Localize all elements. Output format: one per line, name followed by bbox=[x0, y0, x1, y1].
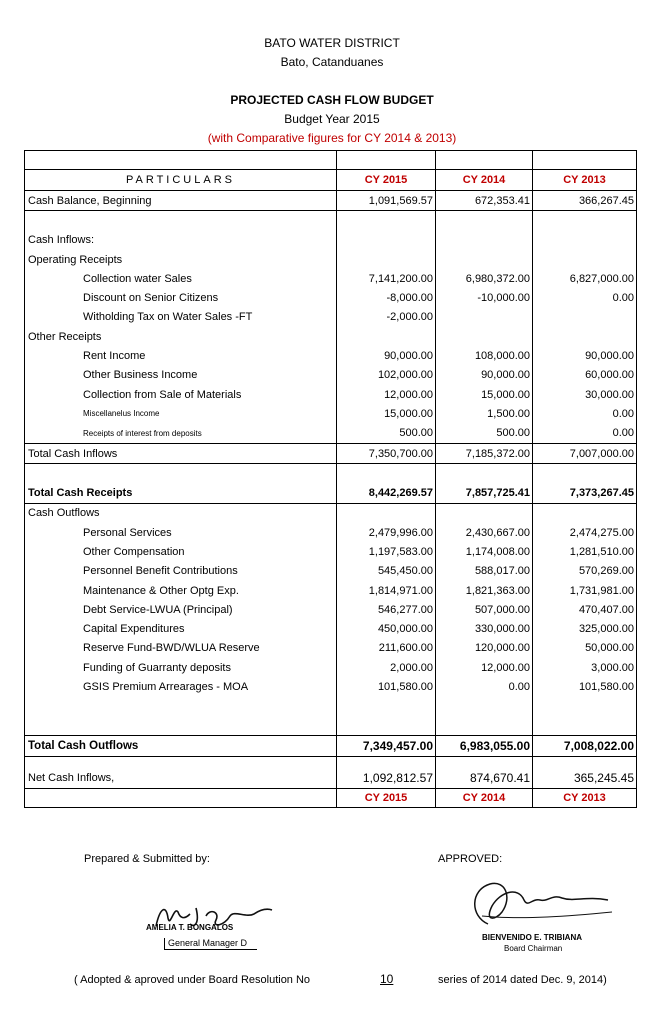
cell-value: 90,000.00 bbox=[533, 346, 637, 365]
row-label: Reserve Fund-BWD/WLUA Reserve bbox=[25, 639, 337, 658]
cell-value: 7,857,725.41 bbox=[436, 483, 533, 503]
spacer-row bbox=[25, 464, 637, 484]
section-row bbox=[25, 327, 637, 346]
spacer-row bbox=[25, 756, 637, 769]
section-label: Cash Inflows: bbox=[25, 231, 337, 250]
row-label: Personal Services bbox=[25, 523, 337, 542]
cell-value: 588,017.00 bbox=[436, 562, 533, 581]
signatory-right-name: BIENVENIDO E. TRIBIANA bbox=[482, 933, 583, 942]
cell-value: 325,000.00 bbox=[533, 620, 637, 639]
table-row bbox=[25, 620, 637, 639]
prepared-label: Prepared & Submitted by: bbox=[84, 853, 210, 865]
section-label: Other Receipts bbox=[25, 327, 337, 346]
row-label: Personnel Benefit Contributions bbox=[25, 562, 337, 581]
cell-value: 366,267.45 bbox=[533, 191, 637, 211]
section-row bbox=[25, 231, 637, 250]
table-row bbox=[25, 677, 637, 696]
table-row bbox=[25, 523, 637, 542]
cell-value: 7,373,267.45 bbox=[533, 483, 637, 503]
row-label: Other Compensation bbox=[25, 542, 337, 561]
cell-value: 1,281,510.00 bbox=[533, 542, 637, 561]
cell-value bbox=[436, 308, 533, 327]
year-footer: CY 2013 bbox=[533, 788, 637, 807]
cell-value: 60,000.00 bbox=[533, 366, 637, 385]
section-row bbox=[25, 250, 637, 269]
cell-value: 120,000.00 bbox=[436, 639, 533, 658]
cell-value: 507,000.00 bbox=[436, 600, 533, 619]
table-footer-row bbox=[25, 788, 637, 807]
org-name: BATO WATER DISTRICT bbox=[264, 36, 400, 50]
table-row bbox=[25, 424, 637, 444]
row-label: Discount on Senior Citizens bbox=[25, 288, 337, 307]
section-label: Cash Outflows bbox=[25, 503, 337, 523]
spacer-row bbox=[25, 697, 637, 716]
cell-value: 211,600.00 bbox=[337, 639, 436, 658]
total-receipts-row bbox=[25, 483, 637, 503]
year-footer: CY 2015 bbox=[337, 788, 436, 807]
total-inflows-row bbox=[25, 443, 637, 463]
cash-balance-row bbox=[25, 191, 637, 211]
particulars-header: PARTICULARS bbox=[25, 170, 337, 191]
page-subtitle: Budget Year 2015 bbox=[284, 112, 380, 126]
year-footer: CY 2014 bbox=[436, 788, 533, 807]
table-row bbox=[25, 600, 637, 619]
cell-value: 15,000.00 bbox=[337, 404, 436, 423]
row-label: Collection from Sale of Materials bbox=[25, 385, 337, 404]
org-location: Bato, Catanduanes bbox=[280, 55, 384, 69]
cell-value: 545,450.00 bbox=[337, 562, 436, 581]
table-row bbox=[25, 288, 637, 307]
approved-label: APPROVED: bbox=[438, 853, 503, 865]
cell-value: 8,442,269.57 bbox=[337, 483, 436, 503]
cell-value: 90,000.00 bbox=[337, 346, 436, 365]
table-row bbox=[25, 542, 637, 561]
table-row bbox=[25, 658, 637, 677]
cell-value: 0.00 bbox=[436, 677, 533, 696]
row-label: Net Cash Inflows, bbox=[25, 769, 337, 789]
row-label: Collection water Sales bbox=[25, 269, 337, 288]
row-label: Other Business Income bbox=[25, 366, 337, 385]
cell-value: 6,827,000.00 bbox=[533, 269, 637, 288]
cell-value: 450,000.00 bbox=[337, 620, 436, 639]
cell-value: 0.00 bbox=[533, 288, 637, 307]
cell-value: 6,980,372.00 bbox=[436, 269, 533, 288]
row-label: GSIS Premium Arrearages - MOA bbox=[25, 677, 337, 696]
table-row bbox=[25, 385, 637, 404]
row-label: Miscellanelus Income bbox=[25, 404, 337, 423]
cell-value: -10,000.00 bbox=[436, 288, 533, 307]
cell-value: 7,141,200.00 bbox=[337, 269, 436, 288]
section-row bbox=[25, 503, 637, 523]
cell-value bbox=[533, 308, 637, 327]
cash-flow-body bbox=[25, 151, 637, 808]
cell-value: 7,185,372.00 bbox=[436, 443, 533, 463]
cell-value: 7,350,700.00 bbox=[337, 443, 436, 463]
cell-value: 15,000.00 bbox=[436, 385, 533, 404]
cell-value: 874,670.41 bbox=[436, 769, 533, 789]
resolution-number: 10 bbox=[380, 972, 394, 986]
row-label: Rent Income bbox=[25, 346, 337, 365]
resolution-note-right: series of 2014 dated Dec. 9, 2014) bbox=[438, 974, 607, 986]
cell-value: 1,092,812.57 bbox=[337, 769, 436, 789]
page-title: PROJECTED CASH FLOW BUDGET bbox=[230, 93, 434, 107]
table-row bbox=[25, 308, 637, 327]
row-label: Total Cash Inflows bbox=[25, 443, 337, 463]
cell-value: 500.00 bbox=[436, 424, 533, 444]
cell-value: 1,197,583.00 bbox=[337, 542, 436, 561]
row-label: Cash Balance, Beginning bbox=[25, 191, 337, 211]
row-label: Receipts of interest from deposits bbox=[25, 424, 337, 444]
cell-value: 1,731,981.00 bbox=[533, 581, 637, 600]
cell-value: 0.00 bbox=[533, 424, 637, 444]
cell-value: -2,000.00 bbox=[337, 308, 436, 327]
cell-value: 6,983,055.00 bbox=[436, 736, 533, 756]
cell-value: -8,000.00 bbox=[337, 288, 436, 307]
table-header-row bbox=[25, 170, 637, 191]
table-row bbox=[25, 269, 637, 288]
cell-value: 500.00 bbox=[337, 424, 436, 444]
cell-value: 90,000.00 bbox=[436, 366, 533, 385]
signatory-left-title: General Manager D bbox=[164, 938, 257, 950]
cell-value: 330,000.00 bbox=[436, 620, 533, 639]
table-row bbox=[25, 581, 637, 600]
cell-value: 672,353.41 bbox=[436, 191, 533, 211]
cell-value: 2,479,996.00 bbox=[337, 523, 436, 542]
table-top-row bbox=[25, 151, 637, 170]
section-label: Operating Receipts bbox=[25, 250, 337, 269]
cell-value: 1,174,008.00 bbox=[436, 542, 533, 561]
spacer-row bbox=[25, 716, 637, 736]
cell-value: 30,000.00 bbox=[533, 385, 637, 404]
net-inflows-row bbox=[25, 769, 637, 789]
row-label: Total Cash Receipts bbox=[25, 483, 337, 503]
cell-value: 1,814,971.00 bbox=[337, 581, 436, 600]
comparative-note: (with Comparative figures for CY 2014 & 2013) bbox=[207, 131, 457, 145]
year-header: CY 2014 bbox=[436, 170, 533, 191]
row-label: Debt Service-LWUA (Principal) bbox=[25, 600, 337, 619]
cell-value: 108,000.00 bbox=[436, 346, 533, 365]
cell-value: 102,000.00 bbox=[337, 366, 436, 385]
cell-value: 1,500.00 bbox=[436, 404, 533, 423]
signatory-left-name: AMELIA T. BONGALOS bbox=[146, 923, 234, 932]
signature-right-image bbox=[462, 876, 622, 930]
table-row bbox=[25, 639, 637, 658]
year-header: CY 2013 bbox=[533, 170, 637, 191]
cell-value: 7,007,000.00 bbox=[533, 443, 637, 463]
spacer-row bbox=[25, 211, 637, 231]
cell-value: 570,269.00 bbox=[533, 562, 637, 581]
cell-value: 0.00 bbox=[533, 404, 637, 423]
table-row bbox=[25, 562, 637, 581]
cell-value: 7,349,457.00 bbox=[337, 736, 436, 756]
cell-value: 2,000.00 bbox=[337, 658, 436, 677]
row-label: Funding of Guarranty deposits bbox=[25, 658, 337, 677]
cell-value: 50,000.00 bbox=[533, 639, 637, 658]
cell-value: 546,277.00 bbox=[337, 600, 436, 619]
row-label: Witholding Tax on Water Sales -FT bbox=[25, 308, 337, 327]
cell-value: 101,580.00 bbox=[533, 677, 637, 696]
year-header: CY 2015 bbox=[337, 170, 436, 191]
row-label: Capital Expenditures bbox=[25, 620, 337, 639]
row-label: Total Cash Outflows bbox=[25, 736, 337, 756]
signatory-right-title: Board Chairman bbox=[504, 944, 563, 953]
cell-value: 470,407.00 bbox=[533, 600, 637, 619]
table-row bbox=[25, 346, 637, 365]
table-row bbox=[25, 404, 637, 423]
cell-value: 7,008,022.00 bbox=[533, 736, 637, 756]
cell-value: 2,474,275.00 bbox=[533, 523, 637, 542]
row-label: Maintenance & Other Optg Exp. bbox=[25, 581, 337, 600]
total-outflows-row bbox=[25, 736, 637, 756]
cell-value: 365,245.45 bbox=[533, 769, 637, 789]
cell-value: 2,430,667.00 bbox=[436, 523, 533, 542]
table-row bbox=[25, 366, 637, 385]
cell-value: 101,580.00 bbox=[337, 677, 436, 696]
cell-value: 1,821,363.00 bbox=[436, 581, 533, 600]
cell-value: 1,091,569.57 bbox=[337, 191, 436, 211]
cell-value: 3,000.00 bbox=[533, 658, 637, 677]
resolution-note-left: ( Adopted & aproved under Board Resolution No bbox=[74, 974, 311, 986]
cell-value: 12,000.00 bbox=[337, 385, 436, 404]
cell-value: 12,000.00 bbox=[436, 658, 533, 677]
cash-flow-table bbox=[24, 150, 637, 808]
